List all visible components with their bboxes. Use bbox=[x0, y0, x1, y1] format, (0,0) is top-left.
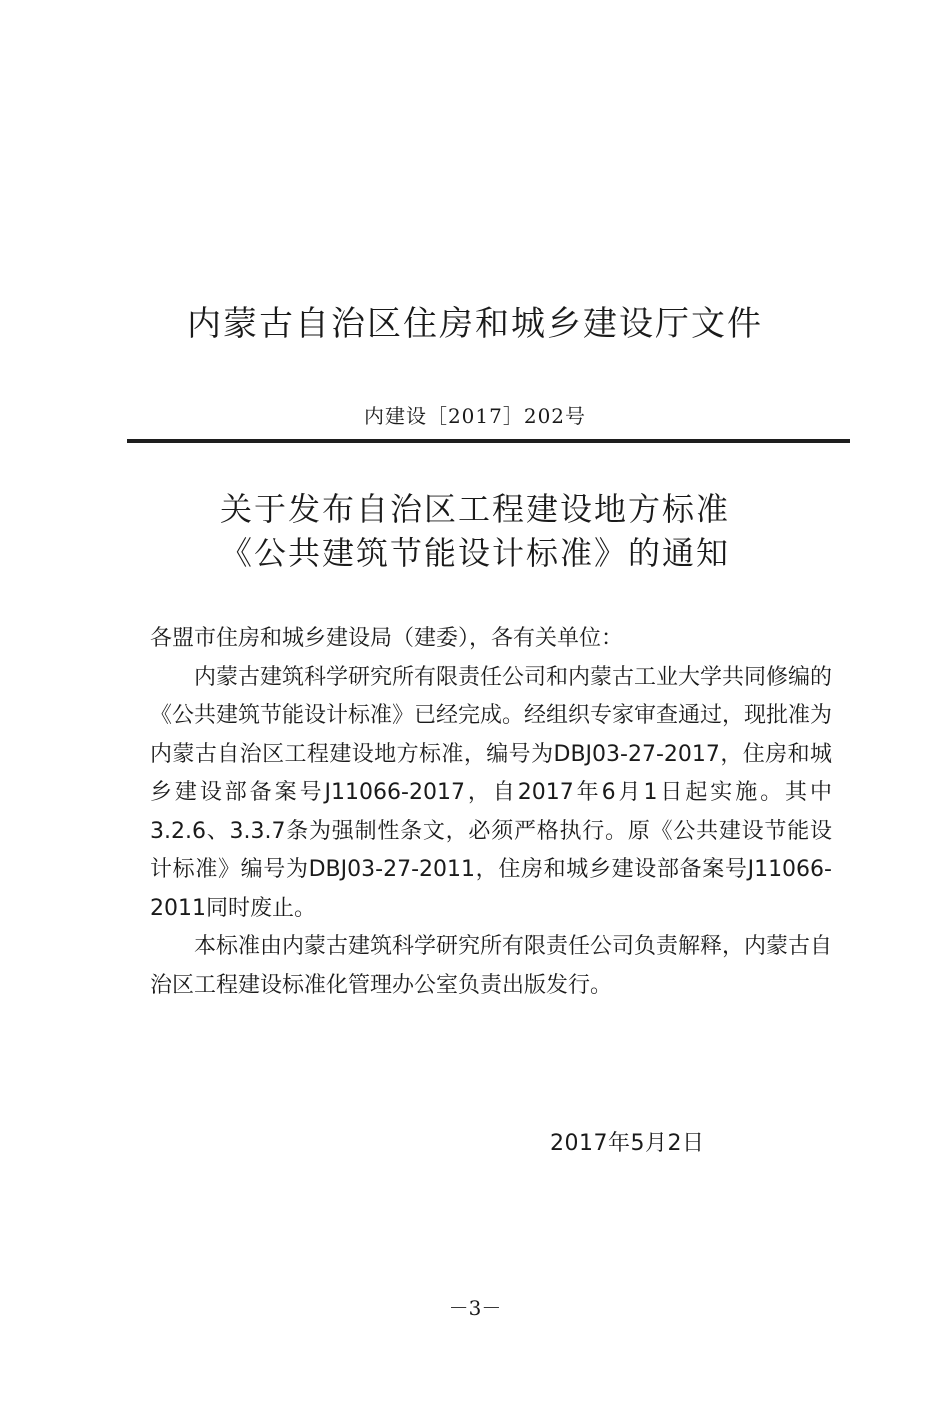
page-number: －3－ bbox=[448, 1296, 502, 1320]
body-paragraph-1: 内蒙古建筑科学研究所有限责任公司和内蒙古工业大学共同修编的《公共建筑节能设计标准》已经完成。经组织专家审查通过，现批准为内蒙古自治区工程建设地方标准，编号为DBJ03-27-2017，住房和城乡建设部备案号J11066-2017，自2017年6月1日起实施。其中3.2.6、3.3.7条为强制性条文，必须严格执行。原《公共建设节能设计标准》编号为DBJ03-27-2011，住房和城乡建设部备案号J11066-2011同时废止。 bbox=[150, 664, 833, 921]
notice-title-line-2: 《公共建筑节能设计标准》的通知 bbox=[219, 534, 730, 572]
header-divider bbox=[127, 439, 850, 443]
notice-title-line-1: 关于发布自治区工程建设地方标准 bbox=[219, 490, 730, 528]
issuer-heading: 内蒙古自治区住房和城乡建设厅文件 bbox=[187, 304, 763, 344]
notice-body bbox=[150, 620, 832, 1005]
body-paragraph-2: 本标准由内蒙古建筑科学研究所有限责任公司负责解释，内蒙古自治区工程建设标准化管理办公室负责出版发行。 bbox=[150, 934, 833, 998]
issue-date: 2017年5月2日 bbox=[550, 1131, 705, 1156]
notice-title bbox=[0, 487, 950, 575]
salutation: 各盟市住房和城乡建设局（建委），各有关单位： bbox=[150, 626, 624, 651]
document-number: 内建设［2017］202号 bbox=[363, 404, 587, 428]
